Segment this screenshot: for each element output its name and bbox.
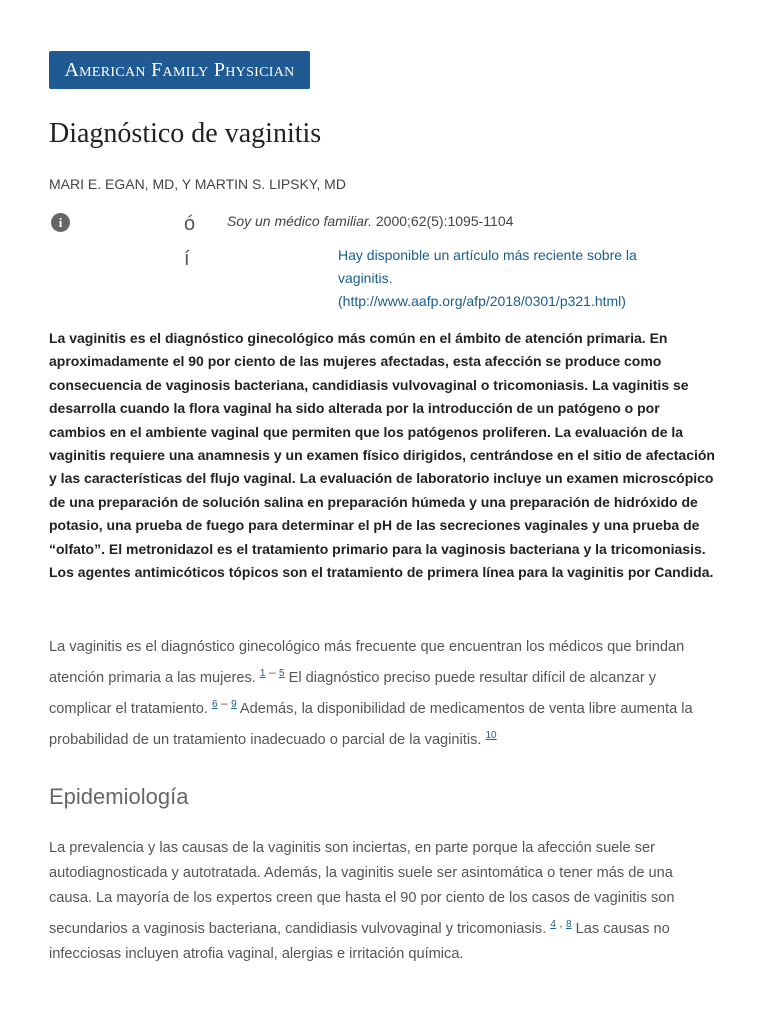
ref-link[interactable]: 6 [212, 698, 218, 710]
epi-text-2: Las causas no infecciosas incluyen atrofia vaginal, alergias e irritación química. [49, 920, 670, 962]
ref-single [485, 727, 496, 741]
ref-link[interactable]: 9 [231, 698, 237, 710]
ref-link[interactable]: 5 [278, 668, 285, 679]
article-citation [227, 213, 513, 229]
intro-text-2: El diagnóstico preciso puede resultar difícil de alcanzar y complicar el tratamiento. [49, 669, 657, 717]
glyph-o: ó [184, 213, 196, 235]
intro-paragraph [49, 635, 715, 753]
newer-link-line1: Hay disponible un artículo más reciente sobre la [338, 247, 637, 263]
citation-journal: Soy un médico familiar. [227, 213, 372, 229]
glyph-i: í [184, 248, 190, 270]
info-icon[interactable]: i [51, 213, 70, 232]
intro-text-1: La vaginitis es el diagnóstico ginecológico más frecuente que encuentran los médicos que brindan atención primaria a las mujeres. [49, 639, 685, 686]
ref-pair [550, 916, 571, 930]
ref-link[interactable]: 10 [485, 729, 497, 741]
intro-text-3: Además, la disponibilidad de medicamentos de venta libre aumenta la probabilidad de un tratamiento inadecuado o parcial de la vaginitis. [49, 700, 693, 748]
ref-link[interactable]: 1 [259, 668, 266, 679]
section-heading-epidemiology: Epidemiología [49, 784, 189, 809]
newer-link-url: (http://www.aafp.org/afp/2018/0301/p321.html) [338, 293, 626, 309]
journal-name: American Family Physician [64, 58, 295, 81]
newer-link-line2: vaginitis. [338, 270, 393, 286]
ref-range-1 [260, 665, 285, 679]
epi-text-1: La prevalencia y las causas de la vaginitis son inciertas, en parte porque la afección suele ser autodiagnosticada y autotratada. Además, la vaginitis suele ser asintomática o tener más de una causa. La mayoría de los expertos creen que hasta el 90 por ciento de los casos de vaginitis son secundarios a vaginosis bacteriana, candidiasis vulvovaginal y tricomoniasis. [49, 840, 675, 937]
ref-link[interactable]: 4 [550, 919, 556, 930]
article-authors: MARI E. EGAN, MD, Y MARTIN S. LIPSKY, MD [49, 176, 346, 192]
ref-dash: – [265, 665, 279, 679]
ref-range-2 [212, 696, 237, 710]
ref-link[interactable]: 8 [566, 919, 572, 930]
citation-ref: 2000;62(5):1095-1104 [371, 213, 514, 229]
article-abstract: La vaginitis es el diagnóstico ginecológico más común en el ámbito de atención primaria. En aproximadamente el 90 por ciento de las mujeres afectadas, esta afección se produce como consecuencia de vaginosis bacteriana, candidiasis vulvovaginal o tricomoniasis. La vaginitis se desarrolla cuando la flora vaginal ha sido alterada por la introducción de un patógeno o por cambios en el ambiente vaginal que permiten que los patógenos proliferen. La evaluación de la vaginitis requiere una anamnesis y un examen físico dirigidos, centrándose en el sitio de afectación y las características del flujo vaginal. La evaluación de laboratorio incluye un examen microscópico de una preparación de solución salina en preparación húmeda y una preparación de hidróxido de potasio, una prueba de fuego para determinar el pH de las secreciones vaginales y una prueba de “olfato”. El metronidazol es el tratamiento primario para la vaginosis bacteriana y la tricomoniasis. Los agentes antimicóticos tópicos son el tratamiento de primera línea para la vaginitis por Candida. [49, 330, 715, 581]
journal-logo[interactable] [49, 51, 310, 89]
ref-dash: – [217, 695, 232, 710]
article-title: Diagnóstico de vaginitis [49, 118, 322, 149]
ref-separator: , [555, 916, 567, 930]
newer-article-link[interactable] [338, 244, 708, 313]
epidemiology-paragraph [49, 836, 715, 967]
